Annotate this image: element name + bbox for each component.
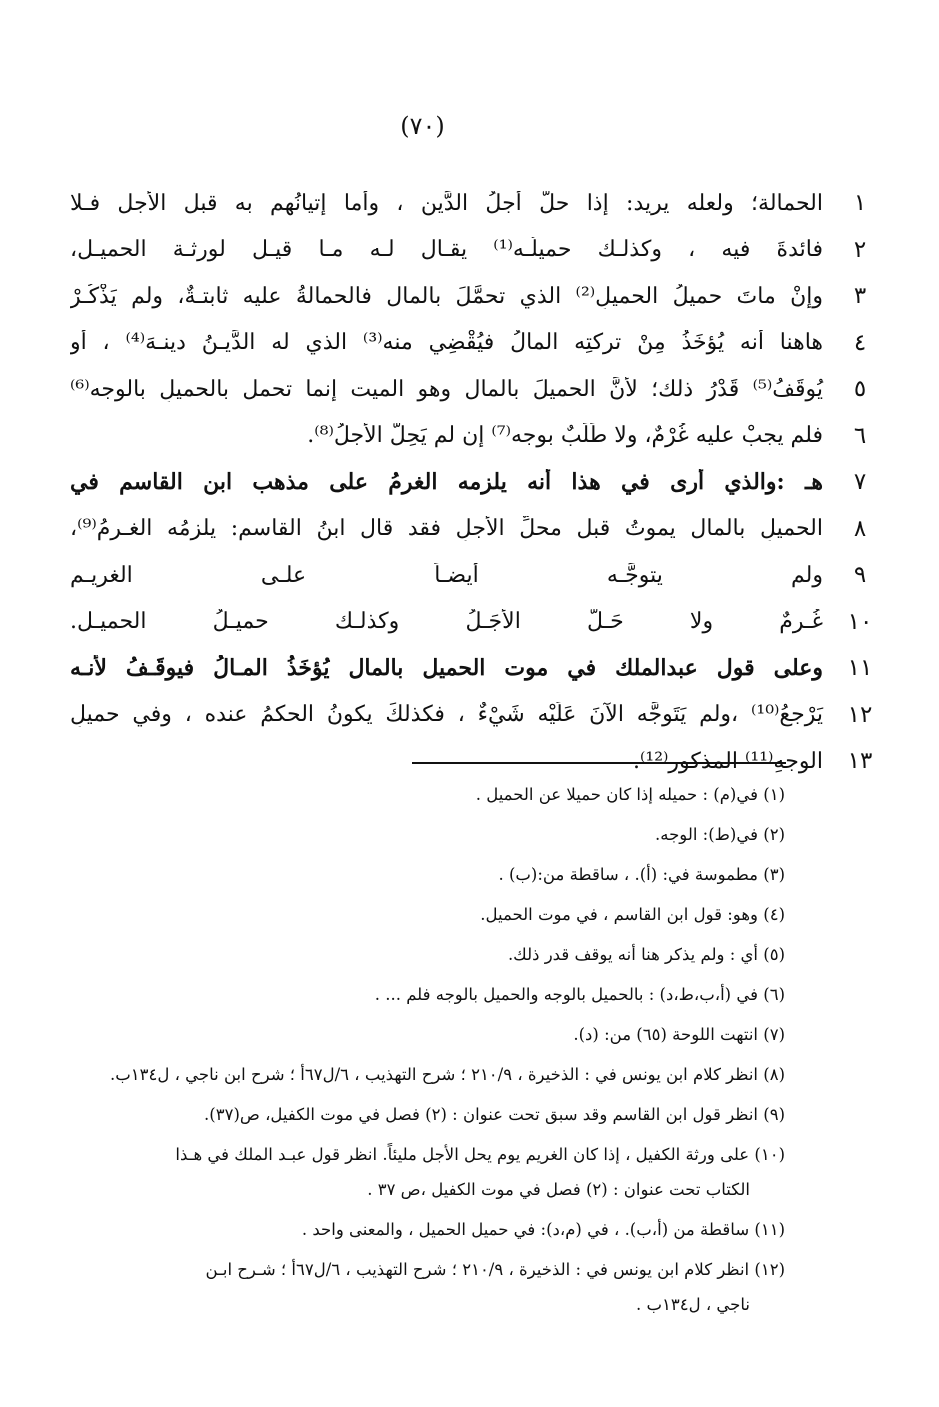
line-number: ١٢ bbox=[847, 701, 873, 728]
footnote bbox=[80, 1065, 785, 1085]
text-line bbox=[70, 599, 873, 646]
line-text: يَرْجعُ⁽¹⁰⁾ ،ولم يَتَوجَّه الآنَ عَلَيْه شَيْءٌ ، فكذلكَ يكونُ الحكمُ عنده ، وفي حميلِ bbox=[70, 702, 823, 728]
line-number: ٥ bbox=[853, 376, 867, 403]
footnote-text: (١٠) على ورثة الكفيل ، إذا كان الغريم يوم يحل الأجل مليئاً. انظر قول عبـد الملك في هـذا bbox=[175, 1145, 785, 1164]
line-number: ٤ bbox=[853, 329, 867, 356]
line-number: ١٣ bbox=[847, 748, 873, 775]
footnote bbox=[80, 1025, 785, 1045]
footnote-text: (١١) ساقطة من (أ،ب). ، في (م،د): في حميل الحميل ، والمعنى واحد . bbox=[301, 1220, 785, 1239]
line-text: هاهنا أنه يُؤخَذُ مِنْ تركتِه المالُ فيُقْضِي منه⁽³⁾ الذي له الدَّيـنُ دينـهَ⁽⁴⁾ ، أو bbox=[70, 330, 824, 356]
footnote-divider bbox=[412, 762, 786, 764]
footnote-text: (٨) انظر كلام ابن يونس في : الذخيرة ، ٢١٠/٩ ؛ شرح التهذيب ، ٦/ل٦٧أ ؛ شرح ابن ناجي ، ل١٣٤ب. bbox=[109, 1065, 785, 1084]
footnote-text: (٩) انظر قول ابن القاسم وقد سبق تحت عنوان : (٢) فصل في موت الكفيل، ص(٣٧). bbox=[204, 1105, 785, 1124]
text-line bbox=[70, 366, 867, 413]
line-text: ولم يتوجَّـه أيضـاً علـى الغريـم bbox=[70, 562, 823, 588]
text-line bbox=[70, 506, 867, 553]
line-number: ١١ bbox=[847, 655, 873, 682]
text-line bbox=[70, 645, 873, 692]
footnote-text: (٤) وهو: قول ابن القاسم ، في موت الحميل. bbox=[480, 905, 785, 924]
text-line bbox=[70, 459, 867, 506]
line-number: ٨ bbox=[853, 515, 867, 542]
footnote bbox=[80, 905, 785, 925]
footnote bbox=[80, 1220, 785, 1240]
line-number: ١ bbox=[853, 190, 867, 217]
footnote bbox=[80, 865, 785, 885]
footnotes bbox=[80, 785, 785, 1335]
text-line bbox=[70, 227, 867, 274]
main-text bbox=[70, 180, 873, 785]
footnote-continuation: الكتاب تحت عنوان : (٢) فصل في موت الكفيل ،ص ٣٧ . bbox=[367, 1180, 750, 1199]
footnote-text: (٧) انتهت اللوحة (٦٥) من: (د). bbox=[573, 1025, 785, 1044]
footnote bbox=[80, 1145, 785, 1200]
footnote-text: (٦) في (أ،ب،ط،د) : بالحميل بالوجه والحميل بالوجه فلم ... . bbox=[374, 985, 785, 1004]
footnote-text: (١) في(م) : حميله إذا كان حميلا عن الحميل . bbox=[475, 785, 785, 804]
text-line bbox=[70, 320, 867, 367]
text-line bbox=[70, 413, 867, 460]
footnote bbox=[80, 985, 785, 1005]
footnote bbox=[80, 825, 785, 845]
line-text: فائدةَ فيه ، وكذلـك حميلُـه⁽¹⁾ يقـال لـه مـا قيـل لورثـة الحميـل، bbox=[70, 237, 823, 263]
footnote-text: (٣) مطموسة في: (أ). ، ساقطة من:(ب) . bbox=[498, 865, 785, 884]
line-text: الحميلِ بالمال يموتُ قبل محلِّ الأجلِ فقد قال ابنُ القاسم: يلزمُه الغـرمُ⁽⁹⁾، bbox=[70, 516, 823, 542]
line-number: ١٠ bbox=[847, 608, 873, 635]
line-text: وعلى قول عبدالملك في موت الحميل بالمال يُؤخَذُ المـالُ فيوقَـفُ لأنـه bbox=[70, 655, 823, 682]
line-number: ٩ bbox=[853, 562, 867, 589]
line-text: يُوقَفُ⁽⁵⁾ قَدْرُ ذلك؛ لأنَّ الحميلَ بالمال وهو الميت إنما تحمل بالحميلِ بالوجه⁽⁶⁾ bbox=[70, 376, 823, 402]
footnote bbox=[80, 1105, 785, 1125]
line-number: ٧ bbox=[853, 469, 867, 496]
line-text: الحمالة؛ ولعله يريد: إذا حلَّ أجلُ الدَّين ، وأما إتيانُهم به قبل الأجل فـلا bbox=[70, 190, 823, 216]
line-text: ﻫـ :والذي أرى في هذا أنه يلزمه الغرمُ على مذهب ابن القاسم في bbox=[70, 469, 823, 496]
footnote-text: (١٢) انظر كلام ابن يونس في : الذخيرة ، ٢١٠/٩ ؛ شرح التهذيب ، ٦/ل٦٧أ ؛ شـرح ابـن bbox=[205, 1260, 785, 1279]
text-line bbox=[70, 180, 867, 227]
footnote bbox=[80, 1260, 785, 1315]
line-number: ٢ bbox=[853, 236, 867, 263]
line-text: فلم يجبْ عليه غُرْمٌ، ولا طَلَبٌ بوجه⁽⁷⁾ إن لم يَحِلَّ الأجلُ⁽⁸⁾. bbox=[307, 423, 823, 449]
footnote-continuation: ناجي ، ل١٣٤ب . bbox=[635, 1295, 750, 1314]
line-number: ٣ bbox=[853, 283, 867, 310]
line-number: ٦ bbox=[853, 422, 867, 449]
footnote-text: (٢) في(ط): الوجه. bbox=[655, 825, 785, 844]
text-line bbox=[70, 692, 873, 739]
text-line bbox=[70, 273, 867, 320]
footnote bbox=[80, 945, 785, 965]
line-text: غُـرمٌ ولا حَـلَّ الأجَـلُ وكذلـك حميـلُ الحميـل. bbox=[70, 609, 823, 635]
footnote-text: (٥) أي : ولم يذكر هنا أنه يوقف قدر ذلك. bbox=[507, 945, 785, 964]
footnote bbox=[80, 785, 785, 805]
text-line bbox=[70, 552, 867, 599]
line-text: الوجهِ⁽¹¹⁾ المذكورِ⁽¹²⁾. bbox=[632, 748, 823, 774]
line-text: وإنْ ماتَ حميلُ الحميلِ⁽²⁾ الذي تحمَّلَ بالمال فالحمالةُ عليه ثابتـةٌ، ولم يَذْكُـرْ bbox=[70, 283, 823, 309]
page-number: (٧٠) bbox=[400, 112, 445, 140]
